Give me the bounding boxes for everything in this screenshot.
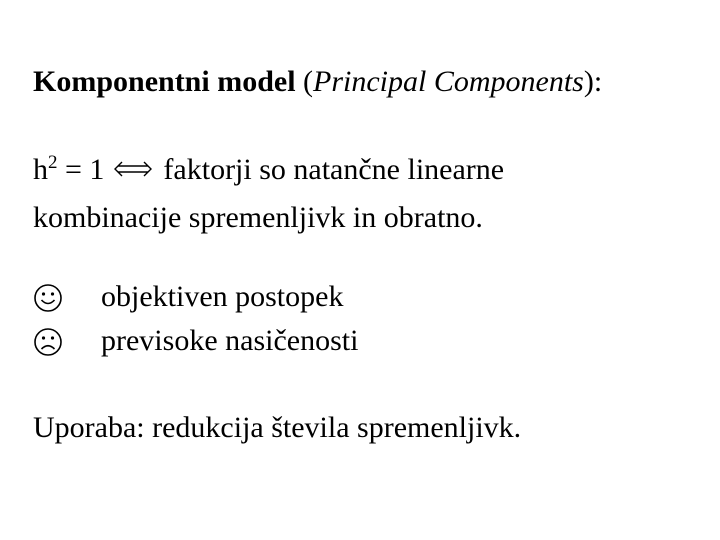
- slide-title: [33, 62, 602, 102]
- smiley-face-icon: [33, 282, 63, 312]
- pros-cons-list: [33, 275, 358, 363]
- formula-base: h: [33, 153, 48, 186]
- usage-line: Uporaba: redukcija števila spremenljivk.: [33, 411, 522, 444]
- pro-item: [33, 275, 358, 319]
- title-close-paren: ):: [583, 65, 603, 98]
- con-item: [33, 319, 358, 363]
- formula-paragraph: [33, 147, 504, 241]
- pro-text: objektiven postopek: [101, 280, 344, 313]
- con-text: previsoke nasičenosti: [101, 324, 359, 357]
- formula-equals: = 1: [57, 153, 105, 186]
- title-open-paren: (: [295, 65, 314, 98]
- formula-line-2: kombinacije spremenljivk in obratno.: [33, 201, 483, 235]
- double-arrow-icon: [114, 147, 152, 193]
- title-italic: Principal Components: [313, 65, 584, 98]
- formula-line1-rest: faktorji so natančne linearne: [163, 153, 505, 186]
- formula-line-1: [33, 147, 504, 195]
- title-bold: Komponentni model: [33, 65, 296, 98]
- frowning-face-icon: [33, 326, 63, 356]
- formula-exponent: 2: [48, 152, 58, 173]
